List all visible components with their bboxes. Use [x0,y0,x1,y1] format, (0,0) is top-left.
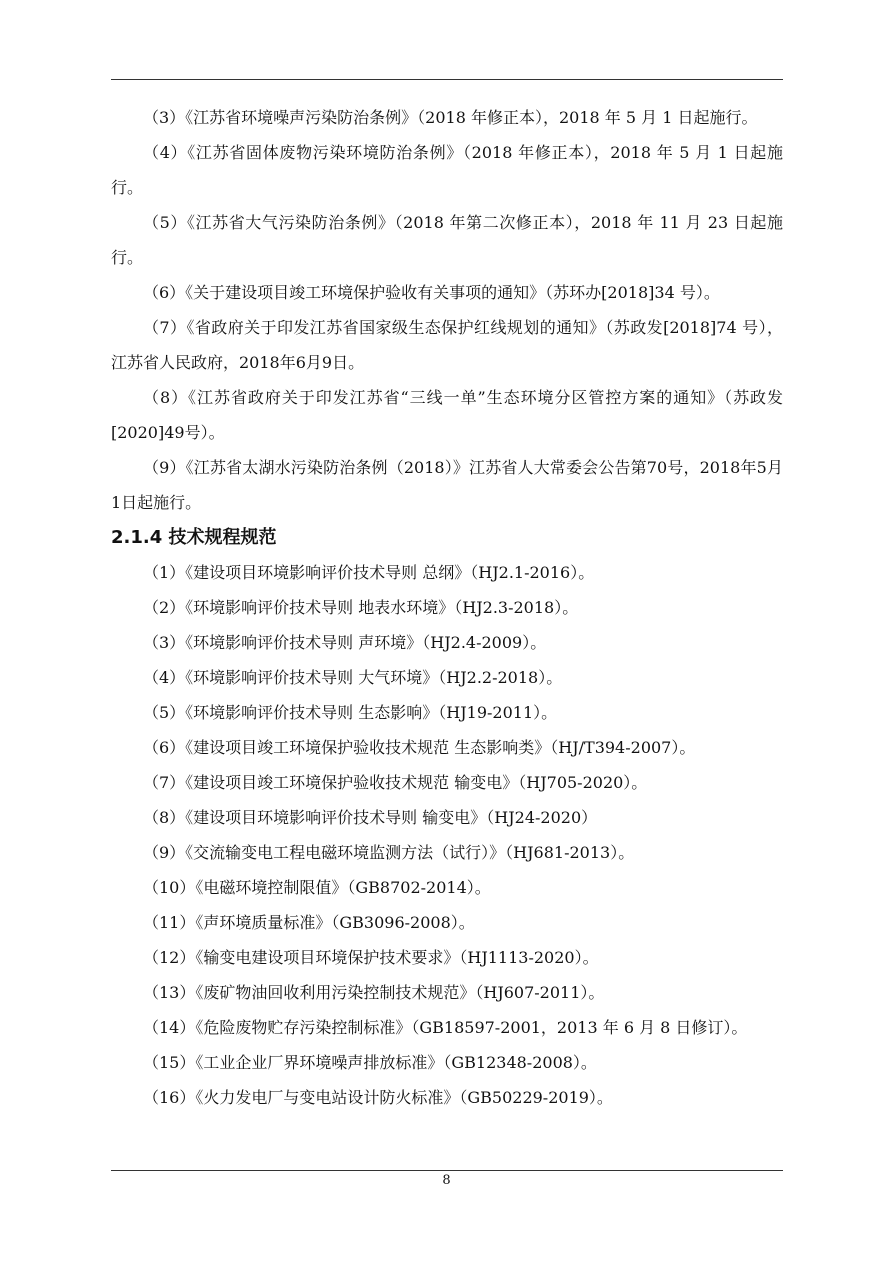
standard-item: （4）《环境影响评价技术导则 大气环境》（HJ2.2-2018）。 [143,668,563,687]
standard-item: （14）《危险废物贮存污染控制标准》（GB18597-2001，2013 年 6 月 8 日修订）。 [143,1018,748,1037]
footer-rule [111,1170,783,1171]
standard-item: （5）《环境影响评价技术导则 生态影响》（HJ19-2011）。 [143,703,558,722]
page-body [111,100,783,1115]
standard-item: （1）《建设项目环境影响评价技术导则 总纲》（HJ2.1-2016）。 [143,563,595,582]
regulation-item: （9）《江苏省太湖水污染防治条例（2018）》江苏省人大常委会公告第70号，2018年5月1日起施行。 [111,458,783,512]
standard-item: （13）《废矿物油回收利用污染控制技术规范》（HJ607-2011）。 [143,983,605,1002]
regulation-item: （5）《江苏省大气污染防治条例》（2018 年第二次修正本），2018 年 11 月 23 日起施行。 [111,213,783,267]
regulation-item: （3）《江苏省环境噪声污染防治条例》（2018 年修正本），2018 年 5 月 1 日起施行。 [143,108,758,127]
standard-item: （11）《声环境质量标准》（GB3096-2008）。 [143,913,475,932]
header-rule [111,79,783,80]
regulation-item: （8）《江苏省政府关于印发江苏省“三线一单”生态环境分区管控方案的通知》（苏政发[2020]49号）。 [111,388,783,442]
standard-item: （7）《建设项目竣工环境保护验收技术规范 输变电》（HJ705-2020）。 [143,773,648,792]
standard-item: （2）《环境影响评价技术导则 地表水环境》（HJ2.3-2018）。 [143,598,579,617]
section-heading: 2.1.4 技术规程规范 [111,527,277,548]
standard-item: （9）《交流输变电工程电磁环境监测方法（试行）》（HJ681-2013）。 [143,843,635,862]
standard-item: （15）《工业企业厂界环境噪声排放标准》（GB12348-2008）。 [143,1053,597,1072]
regulation-item: （7）《省政府关于印发江苏省国家级生态保护红线规划的通知》（苏政发[2018]74 号），江苏省人民政府，2018年6月9日。 [111,318,783,372]
standard-item: （16）《火力发电厂与变电站设计防火标准》（GB50229-2019）。 [143,1088,613,1107]
standard-item: （12）《输变电建设项目环境保护技术要求》（HJ1113-2020）。 [143,948,599,967]
regulation-item: （6）《关于建设项目竣工环境保护验收有关事项的通知》（苏环办[2018]34 号）。 [143,283,720,302]
standard-item: （10）《电磁环境控制限值》（GB8702-2014）。 [143,878,491,897]
regulation-item: （4）《江苏省固体废物污染环境防治条例》（2018 年修正本），2018 年 5 月 1 日起施行。 [111,143,783,197]
standard-item: （3）《环境影响评价技术导则 声环境》（HJ2.4-2009）。 [143,633,547,652]
standard-item: （8）《建设项目环境影响评价技术导则 输变电》（HJ24-2020） [143,808,598,827]
page-number: 8 [442,1173,451,1188]
standard-item: （6）《建设项目竣工环境保护验收技术规范 生态影响类》（HJ/T394-2007）。 [143,738,696,757]
